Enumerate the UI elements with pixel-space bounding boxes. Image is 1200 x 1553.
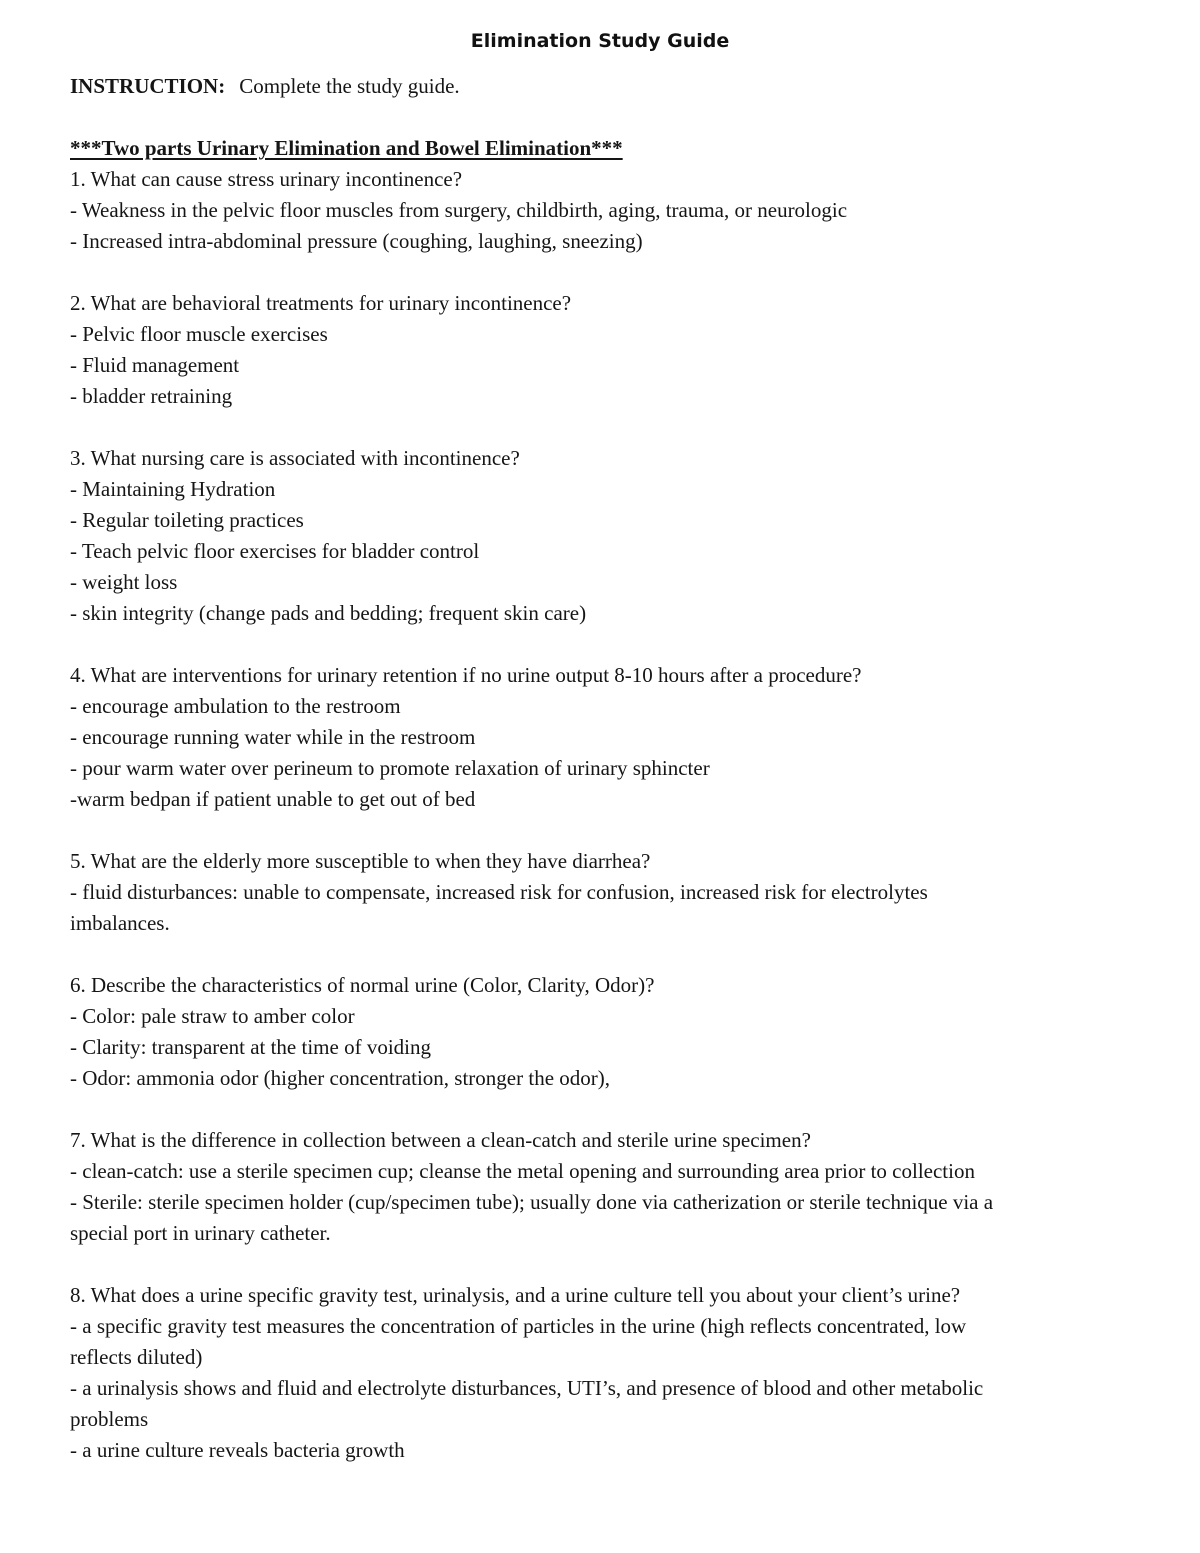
answer-line: - a specific gravity test measures the concentration of particles in the urine (high reflects concentrated, low bbox=[70, 1314, 967, 1338]
document-body bbox=[70, 71, 1130, 1466]
answer-line: - fluid disturbances: unable to compensate, increased risk for confusion, increased risk for electrolytes bbox=[70, 880, 928, 904]
answer-line: - Odor: ammonia odor (higher concentration, stronger the odor), bbox=[70, 1066, 611, 1090]
answer-line: - bladder retraining bbox=[70, 384, 233, 408]
answer-line: - pour warm water over perineum to promote relaxation of urinary sphincter bbox=[70, 756, 710, 780]
answer-line: problems bbox=[70, 1407, 149, 1431]
question-1: 1. What can cause stress urinary incontinence? bbox=[70, 167, 463, 191]
question-block-8 bbox=[70, 1280, 1130, 1466]
spacer bbox=[70, 412, 1130, 443]
document-title: Elimination Study Guide bbox=[470, 30, 730, 52]
answer-line: - Fluid management bbox=[70, 353, 240, 377]
question-5: 5. What are the elderly more susceptible to when they have diarrhea? bbox=[70, 849, 651, 873]
answer-line: - Sterile: sterile specimen holder (cup/specimen tube); usually done via catherization or sterile technique via a bbox=[70, 1190, 994, 1214]
spacer bbox=[70, 815, 1130, 846]
question-block-4 bbox=[70, 660, 1130, 815]
spacer bbox=[70, 629, 1130, 660]
instruction-text: Complete the study guide. bbox=[239, 74, 460, 98]
spacer bbox=[70, 1249, 1130, 1280]
answer-line: - skin integrity (change pads and bedding; frequent skin care) bbox=[70, 601, 587, 625]
answer-line: special port in urinary catheter. bbox=[70, 1221, 331, 1245]
question-4: 4. What are interventions for urinary retention if no urine output 8-10 hours after a procedure? bbox=[70, 663, 862, 687]
question-8: 8. What does a urine specific gravity test, urinalysis, and a urine culture tell you about your client’s urine? bbox=[70, 1283, 961, 1307]
question-block-2 bbox=[70, 288, 1130, 412]
question-6: 6. Describe the characteristics of normal urine (Color, Clarity, Odor)? bbox=[70, 973, 655, 997]
answer-line: -warm bedpan if patient unable to get out of bed bbox=[70, 787, 476, 811]
answer-line: - Increased intra-abdominal pressure (coughing, laughing, sneezing) bbox=[70, 229, 643, 253]
answer-line: - clean-catch: use a sterile specimen cup; cleanse the metal opening and surrounding area prior to collection bbox=[70, 1159, 975, 1183]
spacer bbox=[70, 1094, 1130, 1125]
answer-line: - encourage running water while in the restroom bbox=[70, 725, 476, 749]
instruction-line bbox=[70, 71, 1130, 102]
answer-line: imbalances. bbox=[70, 911, 170, 935]
question-7: 7. What is the difference in collection between a clean-catch and sterile urine specimen? bbox=[70, 1128, 811, 1152]
answer-line: - Weakness in the pelvic floor muscles from surgery, childbirth, aging, trauma, or neurologic bbox=[70, 198, 848, 222]
section-heading: ***Two parts Urinary Elimination and Bowel Elimination*** bbox=[70, 136, 623, 160]
answer-line: - encourage ambulation to the restroom bbox=[70, 694, 401, 718]
answer-line: - Color: pale straw to amber color bbox=[70, 1004, 355, 1028]
question-block-5 bbox=[70, 846, 1130, 939]
answer-line: - Pelvic floor muscle exercises bbox=[70, 322, 328, 346]
question-3: 3. What nursing care is associated with incontinence? bbox=[70, 446, 520, 470]
answer-line: - Maintaining Hydration bbox=[70, 477, 276, 501]
answer-line: - weight loss bbox=[70, 570, 178, 594]
answer-line: - a urinalysis shows and fluid and electrolyte disturbances, UTI’s, and presence of blood and other metabolic bbox=[70, 1376, 984, 1400]
answer-line: reflects diluted) bbox=[70, 1345, 203, 1369]
instruction-label: INSTRUCTION: bbox=[70, 74, 226, 98]
question-2: 2. What are behavioral treatments for urinary incontinence? bbox=[70, 291, 572, 315]
answer-line: - a urine culture reveals bacteria growth bbox=[70, 1438, 405, 1462]
spacer bbox=[70, 102, 1130, 133]
question-block-6 bbox=[70, 970, 1130, 1094]
question-block-1 bbox=[70, 164, 1130, 257]
spacer bbox=[70, 257, 1130, 288]
answer-line: - Clarity: transparent at the time of voiding bbox=[70, 1035, 431, 1059]
question-block-3 bbox=[70, 443, 1130, 629]
question-block-7 bbox=[70, 1125, 1130, 1249]
spacer bbox=[70, 939, 1130, 970]
answer-line: - Regular toileting practices bbox=[70, 508, 304, 532]
answer-line: - Teach pelvic floor exercises for bladder control bbox=[70, 539, 480, 563]
